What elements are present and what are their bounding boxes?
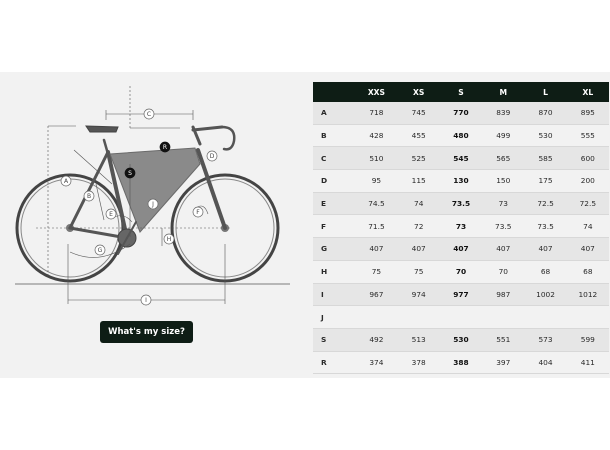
marker-f: [193, 207, 203, 217]
marker-r: [160, 142, 170, 152]
table-cell: 407: [567, 238, 609, 261]
table-cell: 200: [567, 170, 609, 193]
svg-text:A: A: [63, 178, 69, 185]
table-cell: 525: [398, 147, 440, 170]
table-row: [313, 124, 609, 147]
table-header-cell: M: [482, 82, 524, 102]
table-cell: 600: [567, 147, 609, 170]
row-label: G: [313, 238, 355, 261]
table-cell: 718: [355, 102, 397, 124]
table-row: [313, 170, 609, 193]
table-cell: 530: [524, 124, 566, 147]
table-cell: [524, 306, 566, 329]
table-cell: 428: [355, 124, 397, 147]
table-cell: 70: [440, 260, 482, 283]
table-header-cell: XL: [567, 82, 609, 102]
table-cell: 551: [482, 328, 524, 351]
table-cell: 555: [567, 124, 609, 147]
table-cell: 73: [482, 192, 524, 215]
table-cell: 404: [524, 351, 566, 374]
marker-c: [144, 109, 154, 119]
table-cell: 987: [482, 283, 524, 306]
table-header-cell: L: [524, 82, 566, 102]
table-row: [313, 328, 609, 351]
table-cell: 1012: [567, 283, 609, 306]
table-cell: 378: [398, 351, 440, 374]
row-label: A: [313, 102, 355, 124]
marker-b: [84, 191, 94, 201]
marker-a: [61, 176, 71, 186]
table-row: [313, 238, 609, 261]
table-cell: 115: [398, 170, 440, 193]
table-cell: 407: [355, 238, 397, 261]
row-label: C: [313, 147, 355, 170]
table-cell: 480: [440, 124, 482, 147]
whats-my-size-button[interactable]: What's my size?: [100, 321, 193, 343]
table-cell: 745: [398, 102, 440, 124]
table-row: [313, 260, 609, 283]
row-label: J: [313, 306, 355, 329]
table-cell: [440, 306, 482, 329]
table-cell: 68: [567, 260, 609, 283]
table-row: [313, 283, 609, 306]
marker-g: [95, 245, 105, 255]
table-cell: 73.5: [524, 215, 566, 238]
table-cell: 150: [482, 170, 524, 193]
table-cell: 977: [440, 283, 482, 306]
table-header-cell: S: [440, 82, 482, 102]
row-label: H: [313, 260, 355, 283]
table-cell: 770: [440, 102, 482, 124]
row-label: S: [313, 328, 355, 351]
table-cell: 573: [524, 328, 566, 351]
table-cell: 73.5: [440, 192, 482, 215]
table-cell: 407: [482, 238, 524, 261]
geometry-table-body: [313, 102, 609, 374]
svg-text:B: B: [86, 193, 92, 200]
marker-s: [125, 168, 135, 178]
table-cell: 175: [524, 170, 566, 193]
table-cell: 75: [398, 260, 440, 283]
table-cell: 455: [398, 124, 440, 147]
table-cell: 72.5: [524, 192, 566, 215]
table-header-cell: [313, 82, 355, 102]
table-cell: [355, 306, 397, 329]
table-row: [313, 192, 609, 215]
table-cell: 68: [524, 260, 566, 283]
table-row: [313, 306, 609, 329]
table-cell: 74.5: [355, 192, 397, 215]
row-label: D: [313, 170, 355, 193]
table-cell: 72: [398, 215, 440, 238]
row-label: F: [313, 215, 355, 238]
table-cell: 407: [440, 238, 482, 261]
geometry-table: [313, 82, 609, 374]
table-cell: 130: [440, 170, 482, 193]
table-cell: 974: [398, 283, 440, 306]
table-cell: [567, 306, 609, 329]
table-cell: 397: [482, 351, 524, 374]
table-row: [313, 215, 609, 238]
svg-text:G: G: [97, 247, 103, 254]
table-cell: [482, 306, 524, 329]
table-cell: 513: [398, 328, 440, 351]
svg-text:I: I: [145, 297, 147, 304]
table-cell: 70: [482, 260, 524, 283]
table-cell: 74: [398, 192, 440, 215]
table-cell: 839: [482, 102, 524, 124]
table-cell: 492: [355, 328, 397, 351]
table-cell: 388: [440, 351, 482, 374]
svg-text:H: H: [166, 236, 172, 243]
table-cell: 73.5: [482, 215, 524, 238]
row-label: B: [313, 124, 355, 147]
table-cell: 1002: [524, 283, 566, 306]
svg-text:E: E: [109, 211, 113, 218]
table-cell: 72.5: [567, 192, 609, 215]
table-cell: 71.5: [355, 215, 397, 238]
table-header-cell: XS: [398, 82, 440, 102]
table-cell: 967: [355, 283, 397, 306]
table-cell: 374: [355, 351, 397, 374]
table-row: [313, 147, 609, 170]
row-label: E: [313, 192, 355, 215]
table-cell: 895: [567, 102, 609, 124]
bike-frame: [70, 126, 234, 254]
table-cell: 499: [482, 124, 524, 147]
table-cell: 545: [440, 147, 482, 170]
table-cell: 95: [355, 170, 397, 193]
svg-text:S: S: [128, 170, 132, 177]
table-cell: 407: [398, 238, 440, 261]
table-row: [313, 102, 609, 124]
marker-e: [106, 209, 116, 219]
marker-d: [207, 151, 217, 161]
table-cell: 411: [567, 351, 609, 374]
svg-text:C: C: [146, 111, 152, 118]
table-cell: 73: [440, 215, 482, 238]
svg-text:D: D: [209, 153, 215, 160]
table-cell: 510: [355, 147, 397, 170]
marker-i: [141, 295, 151, 305]
table-cell: 74: [567, 215, 609, 238]
table-header-row: [313, 82, 609, 102]
table-cell: 585: [524, 147, 566, 170]
marker-h: [164, 234, 174, 244]
row-label: I: [313, 283, 355, 306]
svg-text:R: R: [162, 144, 168, 151]
table-cell: 75: [355, 260, 397, 283]
table-cell: 530: [440, 328, 482, 351]
table-cell: 599: [567, 328, 609, 351]
row-label: R: [313, 351, 355, 374]
svg-text:J: J: [152, 201, 154, 208]
table-cell: [398, 306, 440, 329]
table-row: [313, 351, 609, 374]
table-cell: 407: [524, 238, 566, 261]
table-cell: 870: [524, 102, 566, 124]
table-header-cell: XXS: [355, 82, 397, 102]
marker-j: [148, 199, 158, 209]
table-cell: 565: [482, 147, 524, 170]
svg-text:F: F: [196, 209, 200, 216]
